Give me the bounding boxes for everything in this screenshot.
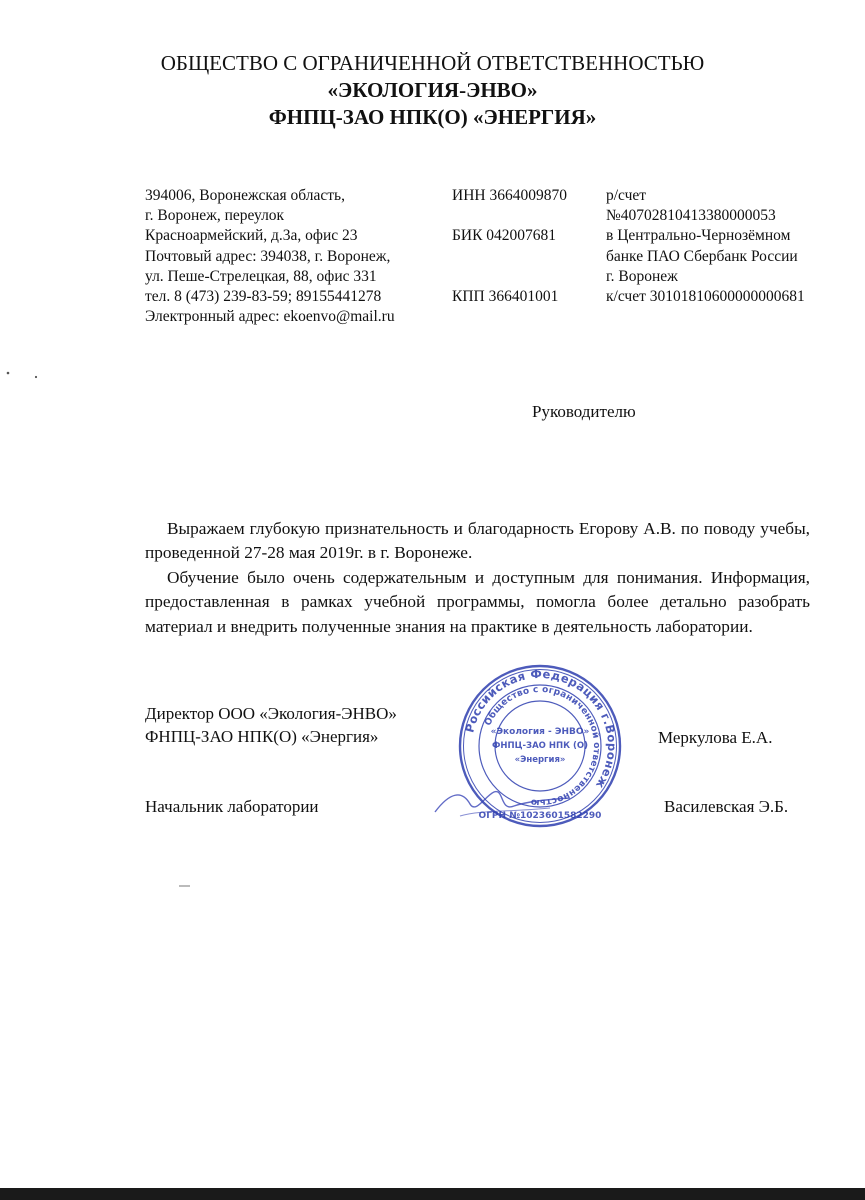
seal-center-parent: ФНПЦ-ЗАО НПК (О) [491,741,589,751]
bank-line: №40702810413380000053 [606,207,776,225]
director-org: ФНПЦ-ЗАО НПК(О) «Энергия» [145,727,379,746]
kpp: КПП 366401001 [452,287,559,305]
address-block [145,186,395,327]
lab-head-title: Начальник лаборатории [145,797,319,816]
addressee: Руководителю [532,402,636,421]
body-paragraph: Выражаем глубокую признательность и благодарность Егорову А.В. по поводу учебы, проведенной 27-28 мая 2019г. в г. Воронеже. [145,519,810,563]
seal-outer-text: Российская Федерация г.Воронеж [462,666,620,792]
address-line: Почтовый адрес: 394038, г. Воронеж, [145,247,391,265]
bik: БИК 042007681 [452,227,557,245]
address-line: г. Воронеж, переулок [145,207,285,225]
scan-edge-bar [0,1188,865,1200]
parent-org-line: ФНПЦ-ЗАО НПК(О) «ЭНЕРГИЯ» [268,105,597,129]
tax-ids-block [452,186,567,307]
org-name-line: «ЭКОЛОГИЯ-ЭНВО» [327,78,538,102]
address-line: ул. Пеше-Стрелецкая, 88, офис 331 [145,267,377,285]
inn: ИНН 3664009870 [452,187,567,204]
phone-line: тел. 8 (473) 239-83-59; 89155441278 [145,287,382,305]
bank-details-block [606,186,805,307]
handwritten-signature [430,782,580,822]
letterhead [0,50,865,131]
bank-line: р/счет [606,187,647,204]
bank-line: к/счет 30101810600000000681 [606,287,805,305]
org-form-line: ОБЩЕСТВО С ОГРАНИЧЕННОЙ ОТВЕТСТВЕННОСТЬЮ [160,51,705,75]
lab-head-name: Василевская Э.Б. [664,797,789,816]
address-line: Красноармейский, д.3а, офис 23 [145,227,358,245]
seal-inner-text: Общество с ограниченной ответственностью [483,684,602,808]
seal-center-brand: «Энергия» [514,755,566,765]
seal-center-name: «Экология - ЭНВО» [490,727,590,737]
director-name: Меркулова Е.А. [658,728,773,747]
director-title: Директор ООО «Экология-ЭНВО» [145,704,397,723]
letter-body [145,517,810,639]
email-line: Электронный адрес: ekoenvo@mail.ru [145,308,395,326]
bank-line: банке ПАО Сбербанк России [606,247,798,265]
seal-ogrn: ОГРН №1023601582290 [478,811,602,821]
body-paragraph: Обучение было очень содержательным и доступным для понимания. Информация, предоставленная в рамках учебной программы, помогла более детально разобрать материал и внедрить полученные знания на практике в деятельность лаборатории. [145,567,810,636]
bank-line: в Центрально-Чернозёмном [606,227,791,245]
address-line: 394006, Воронежская область, [145,187,345,204]
bank-line: г. Воронеж [606,267,678,285]
